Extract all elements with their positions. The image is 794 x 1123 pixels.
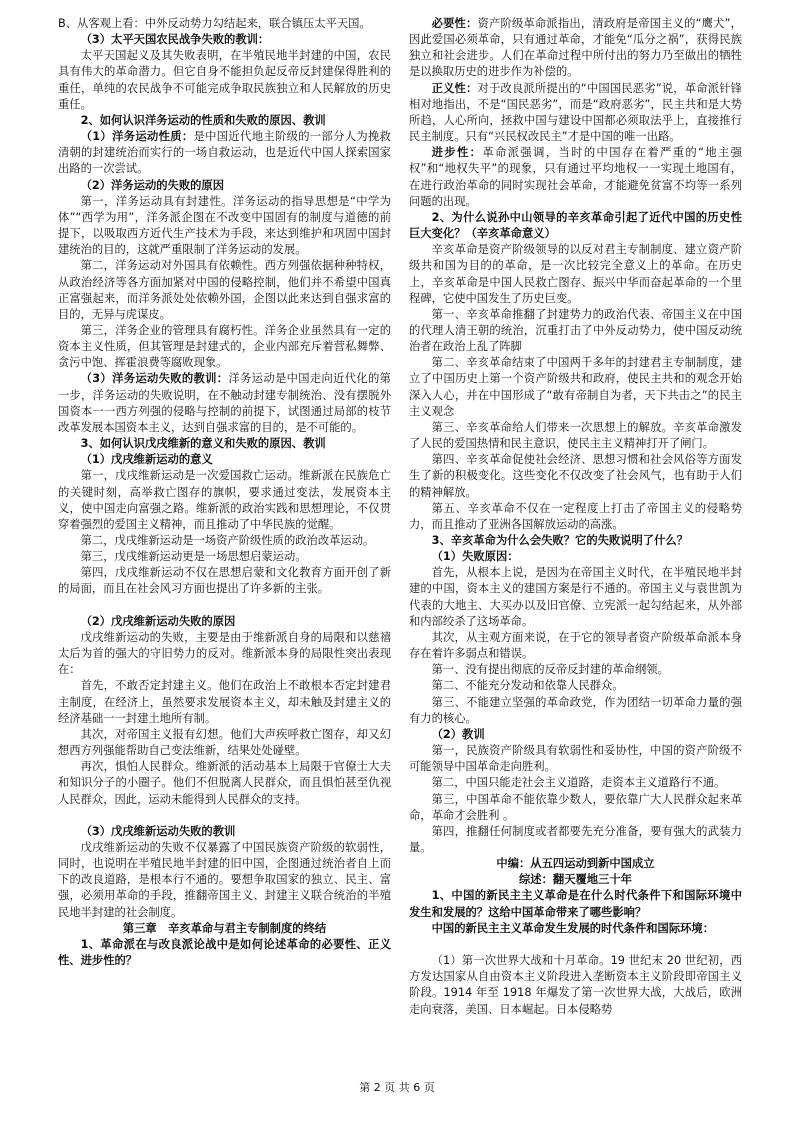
heading: （1）戊戌维新运动的意义: [80, 453, 213, 467]
paragraph: 第五、辛亥革命不仅在一定程度上打击了帝国主义的侵略势力，而且推动了亚洲各国解放运动的高涨。: [409, 501, 742, 531]
paragraph: 第二，洋务运动对外国具有依赖性。西方列强依据种种特权，从政治经济等各方面加紧对中国的侵略控制，他们并不希望中国真正富强起来，而洋务派处处依赖外国，企图以此来达到自强求富的目的，无异与虎谋皮。: [58, 259, 391, 321]
paragraph: 第二、不能充分发动和依靠人民群众。: [431, 679, 624, 693]
heading: （3）戊戌维新运动失败的教训: [80, 824, 236, 838]
paragraph: 再次，惧怕人民群众。维新派的活动基本上局限于官僚士大夫和知识分子的小圈子。他们不但脱离人民群众，而且惧怕甚至仇视人民群众，因此，运动未能得到人民群众的支持。: [58, 760, 391, 806]
heading: （2）洋务运动的失败的原因: [80, 178, 225, 192]
paragraph: 第二，戊戌维新运动是一场资产阶级性质的政治改革运动。: [80, 534, 375, 547]
paragraph: [409, 937, 742, 953]
paragraph: 第三，洋务企业的管理具有腐朽性。洋务企业虽然具有一定的资本主义性质，但其管理是封建式的，企业内部充斥着营私舞弊、贪污中饱、挥霍浪费等腐败现象。: [58, 323, 391, 370]
paragraph: 第三，中国革命不能依靠少数人，要依靠广大人民群众起来革命，革命才会胜利 。: [409, 792, 742, 822]
heading: 中国的新民主主义革命发生发展的时代条件和国际环境：: [431, 921, 715, 935]
left-column: [58, 16, 391, 969]
paragraph: 第二，中国只能走社会主义道路，走资本主义道路行不通。: [431, 776, 726, 790]
paragraph: 戊戌维新运动的失败，主要是由于维新派自身的局限和以慈禧太后为首的强大的守旧势力的反对。维新派本身的局限性突出表现在：: [58, 630, 391, 677]
document-page: [58, 16, 742, 1076]
paragraph: 第一，民族资产阶级具有软弱性和妥协性，中国的资产阶级不可能领导中国革命走向胜利。: [409, 744, 742, 774]
paragraph: 第三、不能建立坚强的革命政党，作为团结一切革命力量的强有力的核心。: [409, 695, 742, 725]
heading: （3）太平天国农民战争失败的教训：: [80, 33, 270, 47]
section-heading: 第三章 辛亥革命与君主专制制度的终结: [122, 921, 327, 935]
paragraph: 第四，推翻任何制度或者都要先充分准备，要有强大的武装力量。: [409, 824, 742, 854]
body-text: 对于改良派所提出的“中国国民恶劣”说，革命派针锋相对地指出，不是“国民恶劣”，而是“政府恶劣”，民主共和是大势所趋，人心所向，拯救中国与建设中国都必须取法乎上，直接推行民主制度。只有“兴民权改民主”才是中国的唯一出路。: [409, 81, 742, 144]
paragraph: 第一、没有提出彻底的反帝反封建的革命纲领。: [431, 663, 669, 677]
paragraph: 首先，不敢否定封建主义。他们在政治上不敢根本否定封建君主制度，在经济上，虽然要求发展资本主义，却未触及封建主义的经济基础一一封建土地所有制。: [58, 679, 391, 725]
paragraph: 第三、辛亥革命给人们带来一次思想上的解放。辛亥革命激发了人民的爱国热情和民主意识，使民主主义精神打开了闸门。: [409, 420, 742, 451]
page-footer: 第 2 页 共 6 页: [359, 1081, 435, 1094]
heading: 1、中国的新民主主义革命是在什么时代条件下和国际环境中发生和发展的？这给中国革命带来了哪些影响？: [409, 889, 742, 919]
paragraph: 其次，从主观方面来说，在于它的领导者资产阶级革命派本身存在着许多弱点和错误。: [409, 630, 742, 661]
right-column: [409, 16, 742, 1018]
heading: 3、辛亥革命为什么会失败？它的失败说明了什么？: [431, 534, 688, 547]
paragraph: [409, 81, 742, 146]
heading: （1）失败原因：: [431, 550, 519, 564]
paragraph: 戊戌维新运动的失败不仅暴露了中国民族资产阶级的软弱性，同时，也说明在半殖民地半封建的旧中国，企图通过统治者自上而下的改良道路，是根本行不通的。要想争取国家的独立、民主、富强，必须用革命的手段，推翻帝国主义、封建主义联合统治的半殖民地半封建的社会制度。: [58, 840, 391, 919]
heading: 3、如何认识戊戌维新的意义和失败的原因、教训: [80, 437, 326, 451]
section-heading: 综述：翻天覆地三十年: [519, 873, 632, 887]
paragraph: 第三，戊戌维新运动更是一场思想启蒙运动。: [80, 550, 307, 564]
paragraph: 其次，对帝国主义报有幻想。他们大声疾呼救亡图存，却又幻想西方列强能帮助自己变法维新，结果处处碰壁。: [58, 727, 391, 758]
body-text: 革命派强调，当时的中国存在着严重的“地主强权”和“地权失平”的现象，只有通过平均地权一一实现土地国有，在进行政治革命的同时实现社会革命，才能避免贫富不均等一系列问题的出现。: [409, 146, 742, 208]
heading: （2）教训: [431, 727, 485, 741]
body-text: 资产阶级革命派指出，清政府是帝国主义的“鹰犬”，因此爱国必须革命，只有通过革命，才能免“瓜分之祸”，获得民族独立和社会进步。人们在革命过程中所付出的努力乃至做出的牺牲是以换取历史的进步作为补偿的。: [409, 17, 742, 79]
paragraph: [58, 129, 391, 177]
paragraph: 第四，戊戌维新运动不仅在思想启蒙和文化教育方面开创了新的局面，而且在社会风习方面也提出了许多新的主张。: [58, 566, 391, 596]
paragraph: 第四、辛亥革命促使社会经济、思想习惯和社会风俗等方面发生了新的积极变化。这些变化不仅改变了社会风气，也有助于人们的精神解放。: [409, 453, 742, 499]
paragraph: 第一，戊戌维新运动是一次爱国救亡运动。维新派在民族危亡的关键时刻，高举救亡图存的旗帜，要求通过变法，发展资本主义，使中国走向富强之路。维新派的政治实践和思想理论，不仅贯穿着强烈的爱国主义精神，而且推动了中华民族的觉醒。: [58, 469, 391, 531]
paragraph: 太平天国起义及其失败表明，在半殖民地半封建的中国，农民具有伟大的革命潜力。但它自身不能担负起反帝反封建保得胜利的重任，单纯的农民战争不可能完成争取民族独立和人民解放的历史重任。: [58, 49, 391, 111]
paragraph: 第一，洋务运动具有封建性。洋务运动的指导思想是“中学为体”“西学为用”，洋务派企图在不改变中国固有的制度与道德的前提下，以吸取西方近代生产技术为手段，来达到维护和巩固中国封建统治的目的，这就严重限制了洋务运动的发展。: [58, 194, 391, 257]
bold-lead: 正义性：: [431, 81, 478, 95]
bold-lead: 进步性：: [431, 146, 483, 160]
section-heading: 中编：从五四运动到新中国成立: [496, 857, 655, 871]
paragraph: [58, 371, 391, 436]
paragraph: B、从客观上看：中外反动势力勾结起来，联合镇压太平天国。: [58, 17, 371, 30]
heading: 2、为什么说孙中山领导的辛亥革命引起了近代中国的历史性巨大变化？（辛亥革命意义）: [409, 210, 742, 241]
heading: 2、如何认识洋务运动的性质和失败的原因、教训: [80, 113, 326, 127]
paragraph: [409, 16, 742, 81]
paragraph: [58, 808, 391, 824]
bold-lead: （1）洋务运动性质：: [80, 130, 194, 144]
paragraph: 辛亥革命是资产阶级领导的以反对君主专制制度、建立资产阶级共和国为目的的革命，是一次比较完全意义上的革命。在历史上，辛亥革命是中国人民救亡图存、振兴中华而奋起革命的一个里程碑，它使中国发生了历史巨变。: [409, 243, 742, 305]
heading: （2）戊戌维新运动失败的原因: [80, 614, 236, 628]
paragraph: 第一、辛亥革命推翻了封建势力的政治代表、帝国主义在中国的代理人清王朝的统治，沉重打击了中外反动势力，使中国反动统治者在政治上乱了阵脚: [409, 307, 742, 354]
body-text: 洋务运动是中国走向近代化的第一步，洋务运动的失败说明，在不触动封建专制统治、没有摆脱外国资本一一西方列强的侵略与控制的前提下，试图通过局部的枝节改革发展本国资本主义，达到自强求富的目的，是不可能的。: [58, 372, 391, 434]
bold-lead: （3）洋务运动失败的教训：: [80, 372, 229, 386]
bold-lead: 必要性：: [431, 17, 478, 30]
paragraph: 首先，从根本上说，是因为在帝国主义时代，在半殖民地半封建的中国，资本主义的建国方案是行不通的。帝国主义与袁世凯为代表的大地主、大买办以及旧官僚、立宪派一起勾结起来，从外部和内部绞杀了这场革命。: [409, 566, 742, 628]
body-text: 是中国近代地主阶级的一部分人为挽救清朝的封建统治而实行的一场自救运动，也是近代中国人探索国家出路的一次尝试。: [58, 130, 391, 176]
heading: 1、革命派在与改良派论战中是如何论述革命的必要性、正义性、进步性的？: [58, 937, 391, 968]
paragraph: 第二、辛亥革命结束了中国两千多年的封建君主专制制度，建立了中国历史上第一个资产阶级共和政府，使民主共和的观念开始深入人心，并在中国形成了“敢有帝制自为者，天下共击之”的民主主义观念: [409, 356, 742, 418]
paragraph: [409, 145, 742, 210]
paragraph: （1）第一次世界大战和十月革命。19 世纪末 20 世纪初，西方发达国家从自由资本主义阶段进入垄断资本主义阶段即帝国主义阶段。1914 年至 1918 年爆发了第一次世界大战，大战后，欧洲走向衰落，美国、日本崛起。日本侵略势: [409, 954, 742, 1016]
paragraph: [58, 598, 391, 614]
